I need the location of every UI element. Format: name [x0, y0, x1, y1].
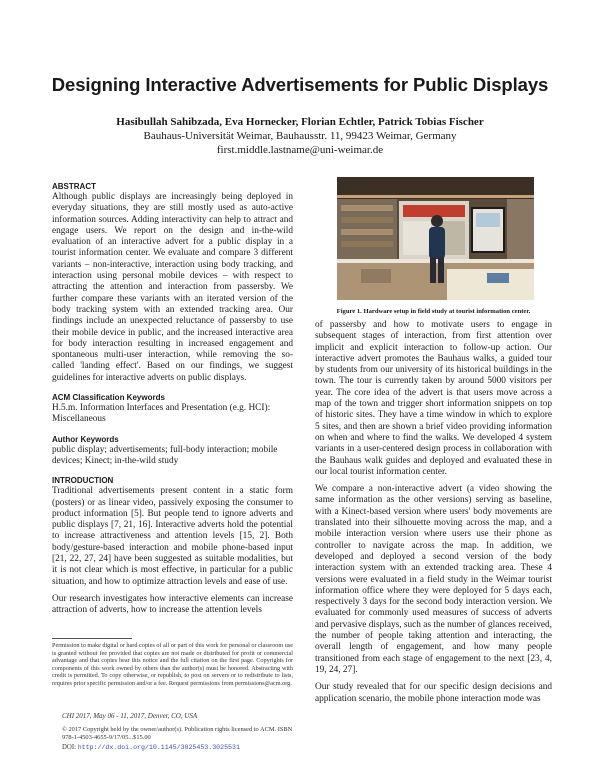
introduction-heading: INTRODUCTION	[52, 476, 114, 486]
intro-paragraph-1: Traditional advertisements present content in a static form (posters) or as linear video, passively exposing the consumer to product information [5]. But people tend to ignore adverts and public displays [7, 21, 16]. Interactive adverts hold the potential to increase attractiveness and attention levels [15, 2]. Both body/gesture-based interaction and mobile phone-based input [21, 22, 27, 24] have been suggested as suitable modalities, but it is not clear which is most effective, in particular for a public situation, and how to optimize attraction levels and ease of use.	[52, 486, 293, 587]
abstract-text: Although public displays are increasingly being deployed in everyday situations, they are still mostly used as auto-active information sources. Adding interactivity can help to attract and engage users. We report on the design and in-the-wild evaluation of an interactive advert for a public display in a tourist information center. We evaluate and compare 3 different variants – non-interactive, interaction using body tracking, and interaction using personal mobile devices – with respect to attracting the attention and interaction from passersby. We further compare these variants with an iterated version of the body tracking system with an extended tracking area. Our findings include an unexpected reluctance of passersby to use their mobile device in public, and the increased interactive area for body interaction resulting in increased engagement and spontaneous multi-user interaction, while removing the so-called 'landing effect'. Based on our findings, we suggest guidelines for interactive adverts on public displays.	[52, 192, 293, 383]
tourist-info-center-photo	[337, 177, 534, 300]
doi-label: DOI:	[62, 744, 76, 751]
intro-paragraph-2: Our research investigates how interactive elements can increase attraction of adverts, how to increase the attention levels	[52, 593, 293, 616]
paper-title: Designing Interactive Advertisements for Public Displays	[51, 74, 549, 95]
permission-notice: Permission to make digital or hard copies of all or part of this work for personal or classroom use is granted without fee provided that copies are not made or distributed for profit or commercial advantage and that copies bear this notice and the full citation on the first page. Copyrights for components of this work owned by others than the author(s) must be honored. Abstracting with credit is permitted. To copy otherwise, or republish, to post on servers or to redistribute to lists, requires prior specific permission and/or a fee. Request permissions from permissions@acm.org.	[52, 642, 293, 687]
acm-heading: ACM Classification Keywords	[52, 393, 165, 403]
acm-text: H.5.m. Information Interfaces and Presentation (e.g. HCI): Miscellaneous	[52, 403, 271, 425]
body-paragraph-2: We compare a non-interactive advert (a video showing the same information as the other versions) serving as baseline, with a Kinect-based version where users' body movements are translated into their silhouette moving across the map, and a mobile interaction version where users use their phone as controller to navigate across the map. In addition, we developed and deployed a second version of the body interaction system with an extended tracking area. These 4 versions were evaluated in a field study in the Weimar tourist information office where they were deployed for 5 days each, respectively 3 days for the second body interaction version. We evaluated for commonly used measures of success of adverts and pervasive displays, such as the number of glances received, the number of people taking attention and interacting, the overall length of engagement, and how many people transitioned from each stage of engagement to the next [23, 4, 19, 24, 27].	[315, 484, 552, 675]
keywords-heading: Author Keywords	[52, 434, 119, 444]
copyright-notice: © 2017 Copyright held by the owner/author(s). Publication rights licensed to ACM. ISBN 978-1-4503-4655-9/17/05...$15.00	[62, 726, 293, 741]
doi-link[interactable]: http://dx.doi.org/10.1145/3025453.3025531	[77, 744, 240, 751]
abstract-heading: ABSTRACT	[52, 182, 96, 191]
figure-caption: Figure 1. Hardware setup in field study at tourist information center.	[336, 308, 531, 315]
left-column	[52, 181, 293, 617]
keywords-text: public display; advertisements; full-body interaction; mobile devices; Kinect; in-the-wild study	[52, 444, 278, 466]
author-email: first.middle.lastname@uni-weimar.de	[216, 144, 384, 156]
figure-photo	[337, 177, 534, 300]
right-column	[315, 320, 552, 705]
conference-info: CHI 2017, May 06 - 11, 2017, Denver, CO, USA	[62, 712, 198, 720]
footnote-rule	[52, 638, 132, 639]
body-paragraph-3: Our study revealed that for our specific design decisions and application scenario, the mobile phone interaction mode was	[315, 682, 552, 704]
author-list: Hasibullah Sahibzada, Eva Hornecker, Florian Echtler, Patrick Tobias Fischer	[116, 116, 484, 128]
doi-line	[62, 744, 240, 751]
affiliation: Bauhaus-Universität Weimar, Bauhausstr. 11, 99423 Weimar, Germany	[143, 130, 457, 142]
body-paragraph-1: of passersby and how to motivate users to engage in subsequent stages of interaction, from first attention over implicit and explicit interaction to follow-up action. Our interactive advert promotes the Bauhaus walks, a guided tour by students from our university of its historical buildings in the town. The tour is currently taken by around 5000 visitors per year. The core idea of the advert is that users move across a map of the town and trigger short information snippets on top of historic sites. They have a time window in which to explore 5 sites, and then are shown a brief video providing information on when and where to find the walks. We developed 4 system variants in a user-centered design process in collaboration with the Bauhaus walk guides and deployed and evaluated these in our local tourist information center.	[315, 320, 552, 477]
